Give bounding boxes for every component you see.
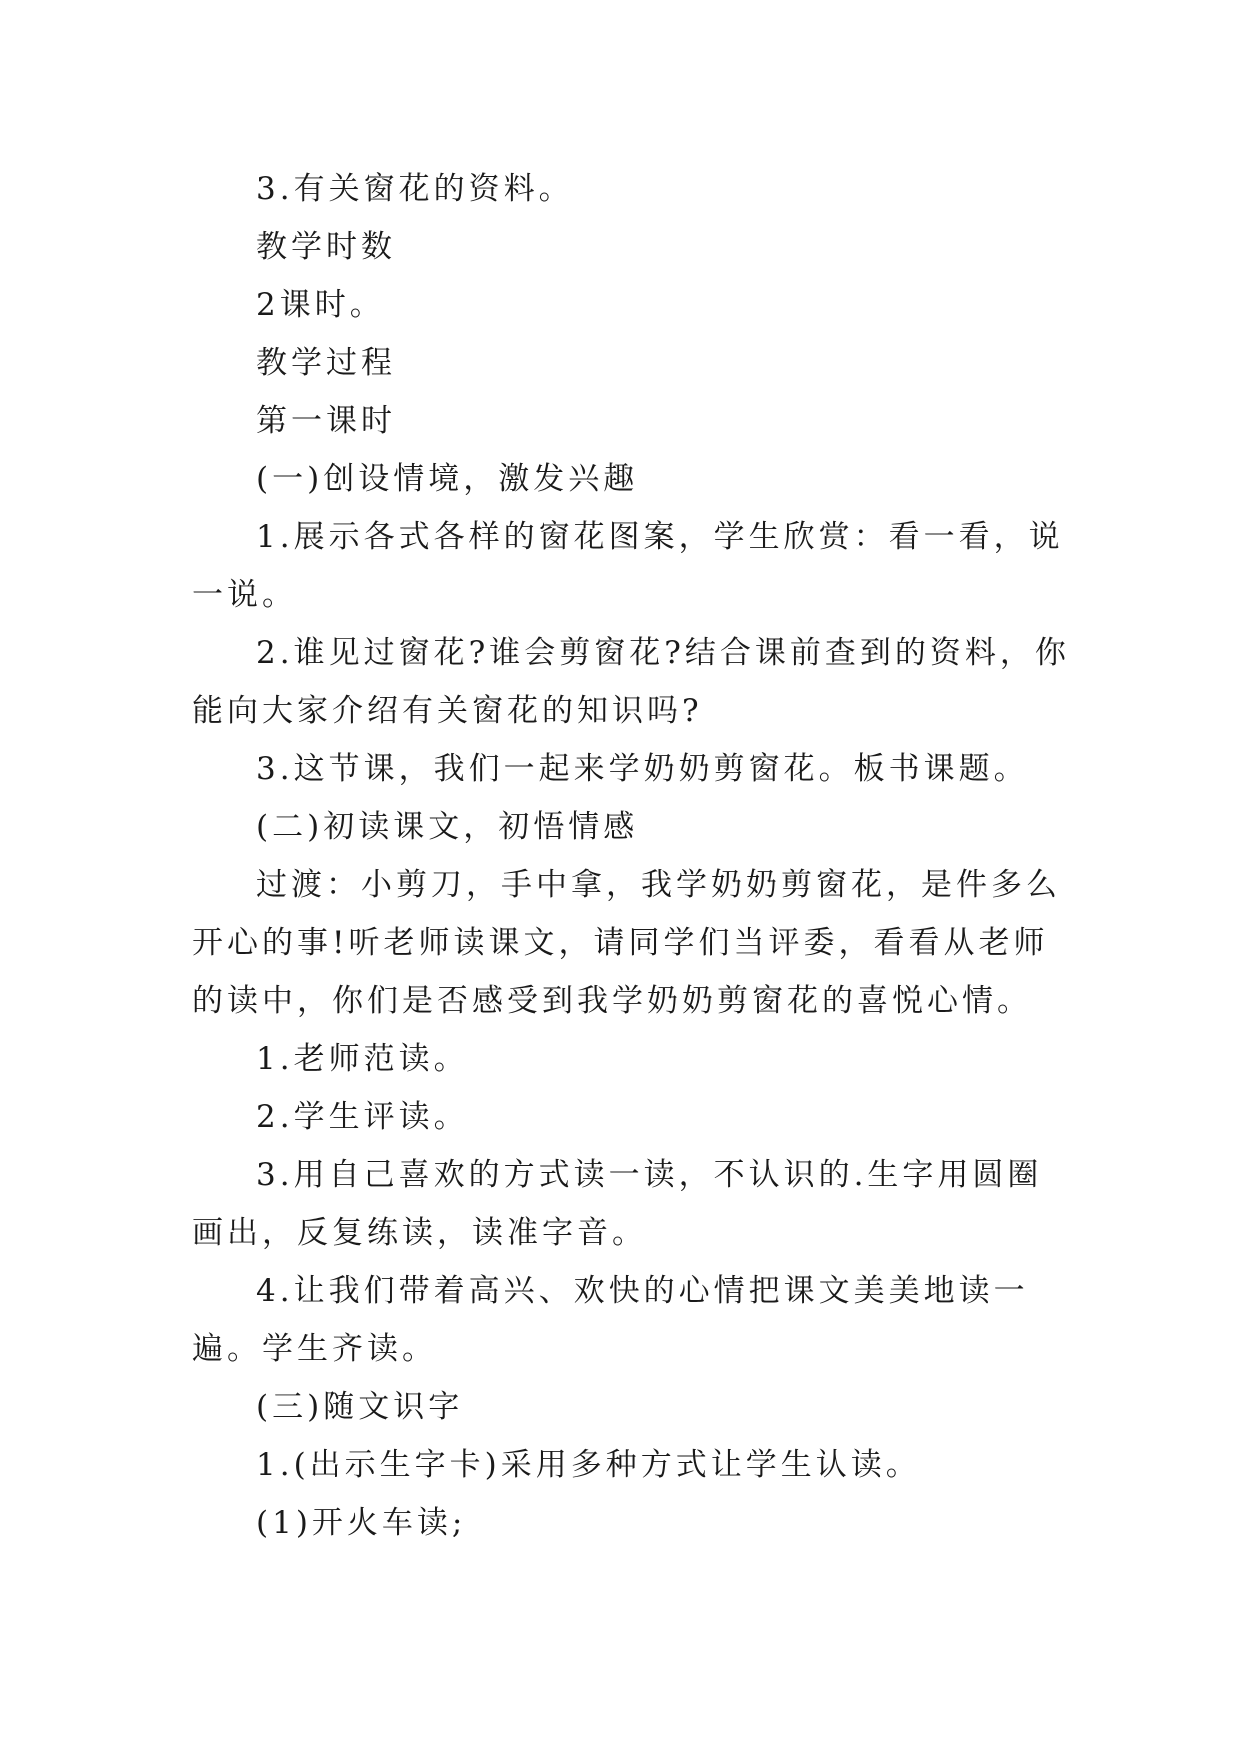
paragraph: 3.用自己喜欢的方式读一读，不认识的.生字用圆圈画出，反复练读，读准字音。	[192, 1157, 1043, 1251]
section-heading: 教学过程	[256, 345, 396, 381]
paragraph: 3.这节课，我们一起来学奶奶剪窗花。板书课题。	[256, 751, 1029, 787]
paragraph: 1.老师范读。	[256, 1041, 469, 1077]
subsection-heading: (一)创设情境，激发兴趣	[256, 461, 639, 497]
paragraph: 4.让我们带着高兴、欢快的心情把课文美美地读一遍。学生齐读。	[192, 1273, 1029, 1367]
paragraph: 过渡：小剪刀，手中拿，我学奶奶剪窗花，是件多么开心的事!听老师读课文，请同学们当评委，看看从老师的读中，你们是否感受到我学奶奶剪窗花的喜悦心情。	[192, 867, 1061, 1019]
paragraph: 2.谁见过窗花?谁会剪窗花?结合课前查到的资料，你能向大家介绍有关窗花的知识吗?	[192, 635, 1070, 729]
paragraph: 2课时。	[256, 287, 385, 323]
paragraph: 3.有关窗花的资料。	[256, 171, 574, 207]
paragraph: 1.展示各式各样的窗花图案，学生欣赏：看一看，说一说。	[192, 519, 1064, 613]
subsection-heading: (三)随文识字	[256, 1389, 464, 1425]
paragraph: 1.(出示生字卡)采用多种方式让学生认读。	[256, 1447, 921, 1483]
section-heading: 第一课时	[256, 403, 396, 439]
paragraph: (1)开火车读;	[256, 1505, 467, 1541]
document-body	[192, 160, 1072, 1552]
subsection-heading: (二)初读课文，初悟情感	[256, 809, 639, 845]
paragraph: 2.学生评读。	[256, 1099, 469, 1135]
section-heading: 教学时数	[256, 229, 396, 265]
